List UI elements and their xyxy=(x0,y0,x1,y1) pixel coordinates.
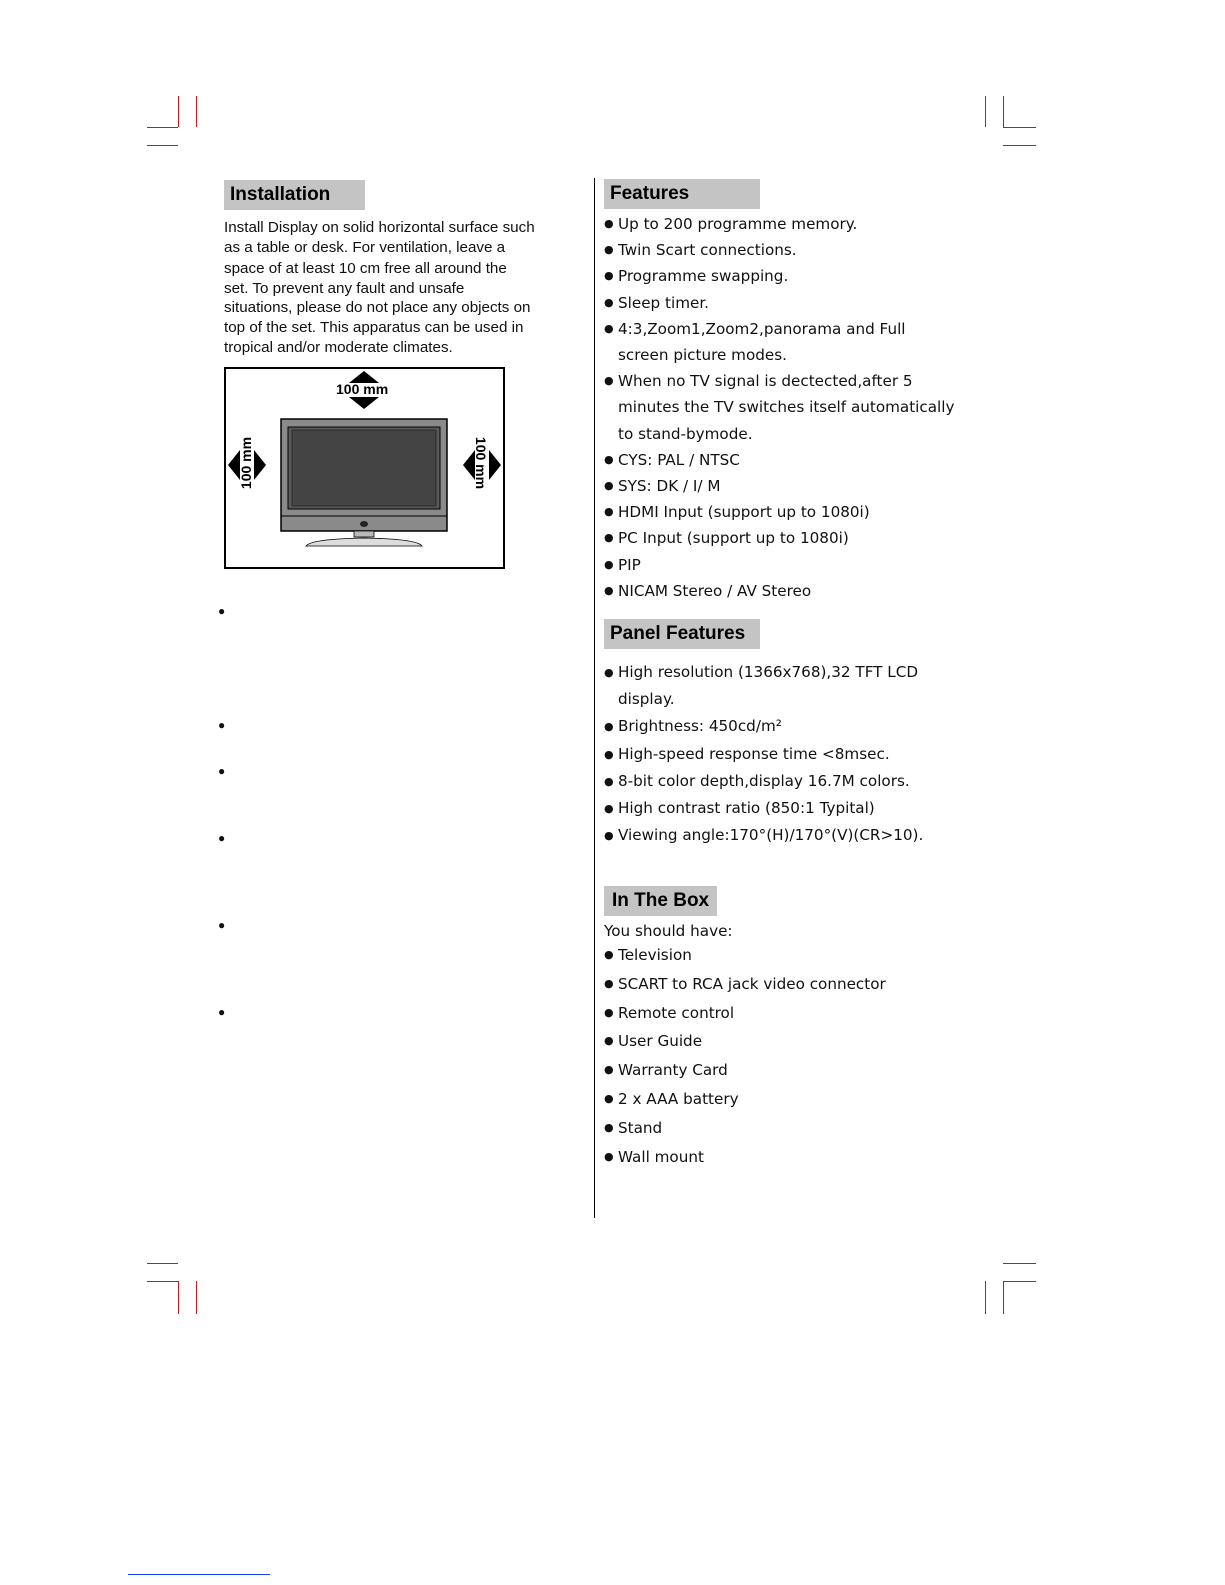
installation-line: set. To prevent any fault and unsafe xyxy=(224,279,465,297)
list-item-text: Remote control xyxy=(618,1003,735,1022)
list-item-text: minutes the TV switches itself automatically xyxy=(618,398,955,417)
list-item xyxy=(604,1114,886,1143)
installation-line: top of the set. This apparatus can be used in xyxy=(224,318,524,336)
list-item-text: Stand xyxy=(618,1118,663,1137)
installation-line: situations, please do not place any objects on xyxy=(224,299,531,317)
panel-features-heading: Panel Features xyxy=(604,619,760,649)
list-item xyxy=(604,368,954,447)
list-item-text: CYS: PAL / NTSC xyxy=(618,450,740,469)
list-item xyxy=(604,316,954,368)
list-item-text: High resolution (1366x768),32 TFT LCD xyxy=(618,663,919,681)
list-item xyxy=(604,713,923,740)
crop-mark xyxy=(1003,1281,1036,1282)
list-item xyxy=(604,1056,886,1085)
list-item xyxy=(604,741,923,768)
installation-line: tropical and/or moderate climates. xyxy=(224,338,453,356)
bullet-icon: ● xyxy=(604,1120,614,1134)
list-item-text: Wall mount xyxy=(618,1147,704,1166)
clearance-top-label: 100 mm xyxy=(336,381,389,397)
crop-mark xyxy=(147,1281,178,1282)
list-item xyxy=(604,290,954,316)
list-item xyxy=(604,447,954,473)
bullet-icon: ● xyxy=(604,1005,614,1019)
bullet-icon: ● xyxy=(604,557,614,571)
in-the-box-intro: You should have: xyxy=(604,922,733,940)
tv-illustration xyxy=(226,369,503,567)
list-item-text: to stand-bymode. xyxy=(618,424,753,443)
footer-link-underline xyxy=(128,1574,270,1575)
bullet-icon: ● xyxy=(604,583,614,597)
in-the-box-list xyxy=(604,941,886,1171)
list-item-text: Warranty Card xyxy=(618,1061,728,1080)
list-item xyxy=(604,211,954,237)
list-item-text: Up to 200 programme memory. xyxy=(618,215,858,233)
bullet-icon: ● xyxy=(604,295,614,309)
installation-line: as a table or desk. For ventilation, leave a xyxy=(224,238,506,256)
list-item xyxy=(604,552,954,578)
bullet-icon: ● xyxy=(604,666,614,679)
installation-line: Install Display on solid horizontal surface such xyxy=(224,219,535,236)
crop-mark xyxy=(178,96,179,127)
list-item-text: Brightness: 450cd/m² xyxy=(618,717,782,736)
crop-mark xyxy=(147,127,178,128)
features-heading: Features xyxy=(604,179,760,209)
bullet-icon: ● xyxy=(604,1091,614,1105)
list-item-text: When no TV signal is dectected,after 5 xyxy=(618,372,913,391)
bullet-icon: ● xyxy=(604,829,614,843)
list-item xyxy=(604,237,954,263)
list-item xyxy=(604,999,886,1028)
list-item xyxy=(604,768,923,795)
crop-mark xyxy=(1003,1281,1004,1314)
crop-mark xyxy=(985,96,986,127)
bullet-icon: ● xyxy=(218,918,226,932)
crop-mark xyxy=(1003,145,1036,146)
list-item xyxy=(604,525,954,551)
bullet-icon: ● xyxy=(604,747,614,761)
list-item xyxy=(604,499,954,525)
installation-line: space of at least 10 cm free all around the xyxy=(224,260,507,278)
list-item-text: HDMI Input (support up to 1080i) xyxy=(618,503,870,522)
features-list xyxy=(604,211,954,604)
crop-mark xyxy=(196,96,197,127)
list-item xyxy=(604,1027,886,1056)
list-item-text: Twin Scart connections. xyxy=(618,241,797,260)
list-item xyxy=(604,941,886,970)
installation-text xyxy=(224,218,569,357)
panel-features-list xyxy=(604,659,923,849)
list-item xyxy=(604,473,954,499)
list-item-text: SCART to RCA jack video connector xyxy=(618,974,886,993)
clearance-diagram xyxy=(224,367,505,569)
bullet-icon: ● xyxy=(604,243,614,257)
clearance-right-label: 100 mm xyxy=(473,436,489,490)
crop-mark xyxy=(147,145,178,146)
list-item-text: screen picture modes. xyxy=(618,346,787,365)
list-item xyxy=(604,822,923,849)
bullet-icon: ● xyxy=(604,452,614,466)
bullet-icon: ● xyxy=(604,774,614,788)
list-item-text: Programme swapping. xyxy=(618,267,789,286)
bullet-icon: ● xyxy=(604,479,614,493)
bullet-icon: ● xyxy=(604,269,614,283)
list-item-text: SYS: DK / I/ M xyxy=(618,477,721,496)
bullet-icon: ● xyxy=(604,948,614,961)
crop-mark xyxy=(196,1281,197,1314)
bullet-icon: ● xyxy=(604,505,614,519)
list-item-text: High contrast ratio (850:1 Typital) xyxy=(618,799,875,818)
bullet-icon: ● xyxy=(604,802,614,816)
list-item-text: High-speed response time <8msec. xyxy=(618,744,890,763)
list-item xyxy=(604,1085,886,1114)
bullet-icon: ● xyxy=(218,1005,226,1019)
crop-mark xyxy=(178,1281,179,1314)
bullet-icon: ● xyxy=(218,604,226,618)
list-item xyxy=(604,578,954,604)
list-item xyxy=(604,263,954,289)
bullet-icon: ● xyxy=(604,321,614,335)
list-item xyxy=(604,1143,886,1172)
list-item-text: Sleep timer. xyxy=(618,293,710,312)
crop-mark xyxy=(1003,127,1036,128)
bullet-icon: ● xyxy=(604,374,614,388)
in-the-box-heading: In The Box xyxy=(604,886,717,916)
crop-mark xyxy=(985,1281,986,1314)
crop-mark xyxy=(1003,96,1004,127)
list-item-text: 8-bit color depth,display 16.7M colors. xyxy=(618,771,910,790)
bullet-icon: ● xyxy=(604,720,614,734)
list-item-text: Viewing angle:170°(H)/170°(V)(CR>10). xyxy=(618,826,924,845)
crop-mark xyxy=(147,1263,178,1264)
list-item-text: 4:3,Zoom1,Zoom2,panorama and Full xyxy=(618,319,906,338)
list-item xyxy=(604,659,923,713)
list-item-text: PIP xyxy=(618,555,641,574)
bullet-icon: ● xyxy=(604,1063,614,1077)
list-item-text: Television xyxy=(618,946,692,964)
list-item xyxy=(604,970,886,999)
bullet-icon: ● xyxy=(604,1149,614,1163)
list-item-text: 2 x AAA battery xyxy=(618,1089,739,1108)
installation-heading: Installation xyxy=(224,180,365,210)
list-item-text: display. xyxy=(618,690,675,709)
list-item-text: NICAM Stereo / AV Stereo xyxy=(618,581,812,600)
bullet-icon: ● xyxy=(604,976,614,990)
clearance-left-label: 100 mm xyxy=(238,436,254,490)
list-item-text: PC Input (support up to 1080i) xyxy=(618,529,849,548)
list-item xyxy=(604,795,923,822)
bullet-icon: ● xyxy=(218,831,226,845)
bullet-icon: ● xyxy=(218,764,226,778)
list-item-text: User Guide xyxy=(618,1032,703,1051)
bullet-icon: ● xyxy=(604,531,614,545)
crop-mark xyxy=(1003,1263,1036,1264)
bullet-icon: ● xyxy=(218,718,226,732)
bullet-icon: ● xyxy=(604,1034,614,1048)
column-divider xyxy=(594,178,595,1218)
bullet-icon: ● xyxy=(604,217,614,230)
